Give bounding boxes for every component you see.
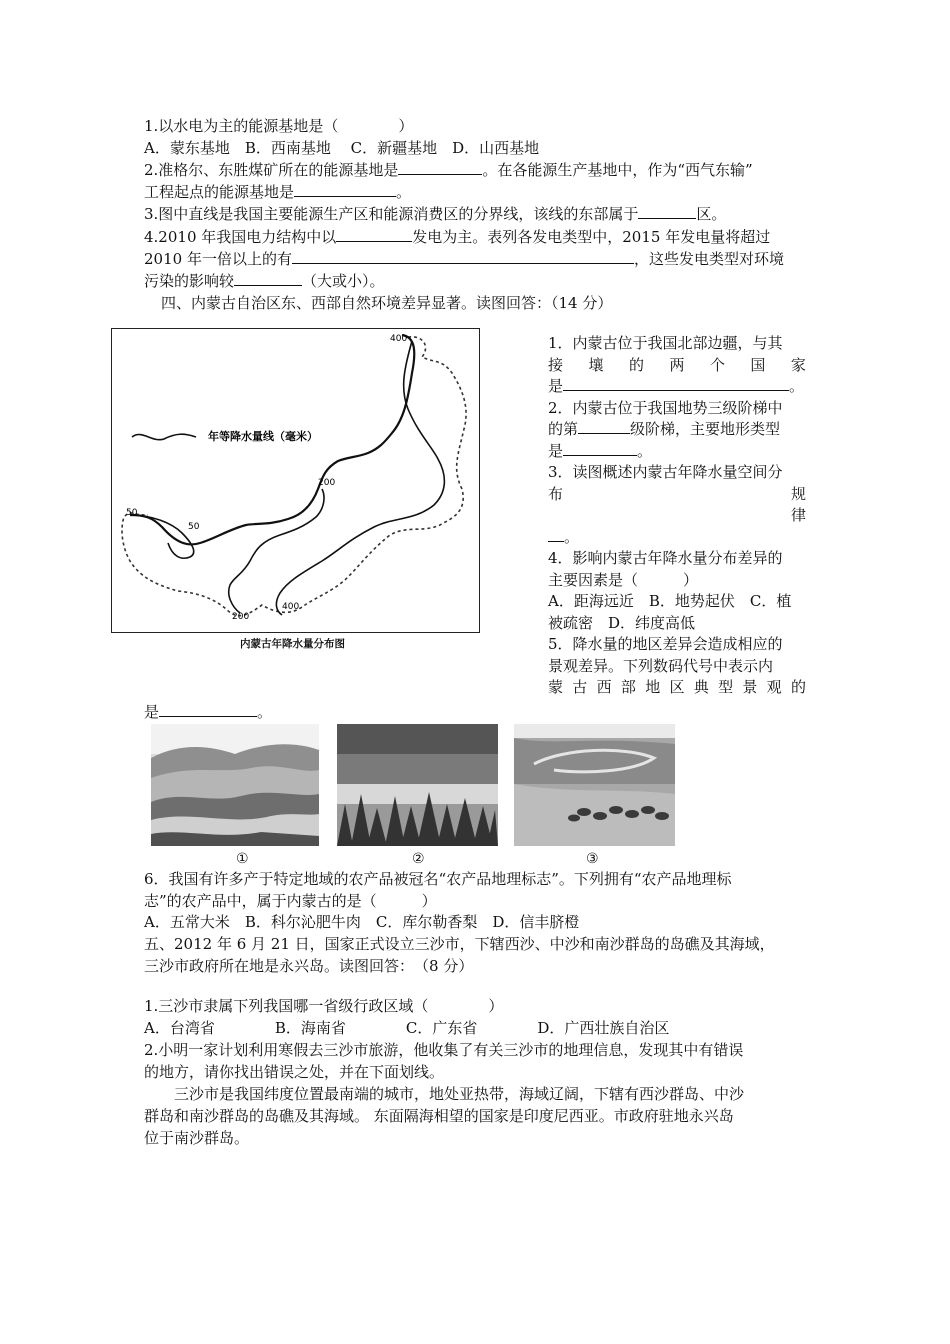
- isohyet-label: 400: [282, 602, 300, 612]
- q3-4-line2: [144, 249, 784, 269]
- q3-3-text-b: 区。: [696, 205, 727, 223]
- section5-heading-1: 五、2012 年 6 月 21 日，国家正式设立三沙市，下辖西沙、中沙和南沙群岛的岛礁及其海域，: [144, 935, 775, 953]
- answer-blank[interactable]: [578, 419, 630, 434]
- q5-2-passage-1: 三沙市是我国纬度位置最南端的城市，地处亚热带，海域辽阔，下辖有西沙群岛、中沙: [174, 1085, 745, 1103]
- q5-2-passage-2: 群岛和南沙群岛的岛礁及其海域。 东面隔海相望的国家是印度尼西亚。市政府驻地永兴岛: [144, 1107, 734, 1125]
- map-caption: 内蒙古年降水量分布图: [240, 638, 345, 650]
- q3-2-line2: [144, 182, 411, 202]
- q4-6-options: A．五常大米 B．科尔沁肥牛肉 C．库尔勒香梨 D．信丰脐橙: [144, 913, 580, 931]
- q4-3-text-a: 3．读图概述内蒙古年降水量空间分: [548, 463, 783, 481]
- isohyet-label: 50: [188, 522, 200, 532]
- q3-3-text-a: 3.图中直线是我国主要能源生产区和能源消费区的分界线，该线的东部属于: [144, 205, 639, 223]
- q4-4-text-c: A．距海远近 B．地势起伏 C．植: [548, 592, 792, 610]
- photo-label-3: ③: [586, 851, 599, 867]
- legend-line: [132, 434, 196, 440]
- precipitation-map: [111, 328, 480, 633]
- q4-5-text-b: 景观差异。下列数码代号中表示内: [548, 656, 774, 675]
- answer-blank[interactable]: [638, 204, 696, 219]
- q5-1-options: A．台湾省 B．海南省 C．广东省 D．广西壮族自治区: [144, 1019, 670, 1037]
- answer-blank[interactable]: [336, 227, 412, 242]
- char: 的: [790, 678, 806, 696]
- q4-6-line1: 6．我国有许多产于特定地域的农产品被冠名“农产品地理标志”。下列拥有“农产品地理标: [144, 870, 732, 888]
- q4-6-line2: 志”的农产品中，属于内蒙古的是（ ）: [144, 892, 437, 910]
- char: 西: [596, 678, 612, 696]
- q3-4-line3: [144, 271, 385, 291]
- q4-4-text-b: 主要因素是（ ）: [548, 570, 699, 589]
- q3-1-options: A．蒙东基地 B．西南基地 C．新疆基地 D．山西基地: [144, 139, 540, 157]
- photo-label-2: ②: [412, 851, 425, 867]
- answer-blank[interactable]: [294, 182, 396, 197]
- boundary-dotted: [122, 337, 466, 616]
- q5-1-question: 1.三沙市隶属下列我国哪一省级行政区域（ ）: [144, 997, 504, 1015]
- q3-4-text-c: 2010 年一倍以上的有: [144, 250, 292, 268]
- grassland-photo: [514, 724, 675, 846]
- desert-image: [151, 724, 319, 846]
- photo-label-1: ①: [236, 851, 249, 867]
- q4-5-text-d: 是: [144, 703, 160, 721]
- q3-2-text-c: 工程起点的能源基地是: [144, 183, 295, 201]
- q3-2-text-b: 。在各能源生产基地中，作为“西气东输”: [482, 161, 753, 179]
- q3-4-text-a: 4.2010 年我国电力结构中以: [144, 228, 337, 246]
- char: 接: [548, 355, 564, 374]
- q5-2-line1: 2.小明一家计划利用寒假去三沙市旅游，他收集了有关三沙市的地理信息，发现其中有错误: [144, 1041, 744, 1059]
- q4-5-justified: [548, 677, 806, 699]
- q3-2-text-a: 2.准格尔、东胜煤矿所在的能源基地是: [144, 161, 399, 179]
- isohyet-label: 400: [390, 334, 408, 344]
- char: 地: [645, 678, 661, 696]
- isohyet-400-east: [276, 341, 444, 615]
- char: 个: [709, 355, 725, 374]
- char: 观: [766, 678, 782, 696]
- q4-1-text-c: 是: [548, 377, 564, 395]
- desert-photo: [151, 724, 319, 846]
- char: 家: [790, 355, 806, 374]
- q4-1-text-a: 1．内蒙古位于我国北部边疆，与其: [548, 334, 783, 352]
- q4-3-line2: [548, 484, 806, 506]
- section4-heading: 四、内蒙古自治区东、西部自然环境差异显著。读图回答：（14 分）: [161, 294, 613, 312]
- isohyet-label: 200: [232, 612, 250, 622]
- q3-4-text-d: ，这些发电类型对环境: [633, 250, 784, 268]
- map-svg: [112, 329, 478, 631]
- q5-2-line2: 的地方，请你找出错误之处，并在下面划线。: [144, 1063, 445, 1081]
- q3-4-text-f: （大或小）。: [302, 272, 385, 290]
- q4-2-text-c: 级阶梯，主要地形类型: [630, 420, 781, 438]
- q3-1-question: 1.以水电为主的能源基地是（ ）: [144, 117, 414, 135]
- isohyet-200: [229, 489, 324, 613]
- q4-5-answer-line: [144, 702, 272, 722]
- q4-5-text-e: 。: [257, 703, 273, 721]
- char: 典: [693, 678, 709, 696]
- q4-1-justified: [548, 355, 806, 377]
- q4-3-text-c: 规: [790, 484, 806, 503]
- char: 壤: [588, 355, 604, 374]
- q4-2-line2: [548, 419, 806, 441]
- answer-blank[interactable]: [548, 527, 564, 542]
- q4-2-text-a: 2．内蒙古位于我国地势三级阶梯中: [548, 398, 783, 417]
- q3-4-text-e: 污染的影响较: [144, 272, 235, 290]
- q3-4-line1: [144, 227, 770, 247]
- answer-blank[interactable]: [563, 376, 789, 391]
- grassland-image: [514, 724, 675, 846]
- answer-blank[interactable]: [292, 249, 634, 264]
- q4-2-text-e: 。: [637, 441, 653, 460]
- char: 两: [669, 355, 685, 374]
- isohyet-label: 200: [318, 478, 336, 488]
- char: 型: [718, 678, 734, 696]
- legend-label: 年等降水量线（毫米）: [208, 430, 318, 443]
- answer-blank[interactable]: [563, 441, 637, 456]
- char: 区: [669, 678, 685, 696]
- q3-4-text-b: 发电为主。表列各发电类型中，2015 年发电量将超过: [412, 228, 771, 246]
- answer-blank[interactable]: [159, 702, 257, 717]
- q4-3-answer-line: [548, 527, 806, 549]
- q4-2-line3: [548, 441, 806, 463]
- isohyet-label: 50: [126, 508, 138, 518]
- q4-4-text-a: 4．影响内蒙古年降水量分布差异的: [548, 549, 783, 567]
- char: 古: [572, 678, 588, 696]
- q4-5-text-a: 5．降水量的地区差异会造成相应的: [548, 635, 783, 653]
- q4-1-answer-line: [548, 376, 806, 398]
- q4-4-text-d: 被疏密 D．纬度高低: [548, 613, 696, 632]
- section5-heading-2: 三沙市政府所在地是永兴岛。读图回答： （8 分）: [144, 957, 474, 975]
- char: 国: [750, 355, 766, 374]
- answer-blank[interactable]: [234, 271, 302, 286]
- isohyet-50: [130, 515, 194, 558]
- q5-2-passage-3: 位于南沙群岛。: [144, 1129, 250, 1147]
- q4-3-text-e: 。: [564, 527, 580, 546]
- q3-3-question: [144, 204, 726, 224]
- q4-1-text-d: 。: [789, 377, 805, 395]
- q3-2-line1: [144, 160, 753, 180]
- q4-2-text-b: 的第: [548, 420, 579, 438]
- char: 蒙: [548, 678, 564, 696]
- char: 景: [742, 678, 758, 696]
- char: 部: [620, 678, 636, 696]
- forest-image: [337, 724, 498, 846]
- sec4-right-column: [548, 333, 806, 699]
- q4-3-text-d: 律: [790, 506, 806, 524]
- answer-blank[interactable]: [398, 160, 482, 175]
- forest-photo: [337, 724, 498, 846]
- char: 的: [628, 355, 644, 374]
- q3-2-text-d: 。: [396, 183, 412, 201]
- q4-3-text-b: 布: [548, 484, 564, 503]
- q4-2-text-d: 是: [548, 441, 564, 460]
